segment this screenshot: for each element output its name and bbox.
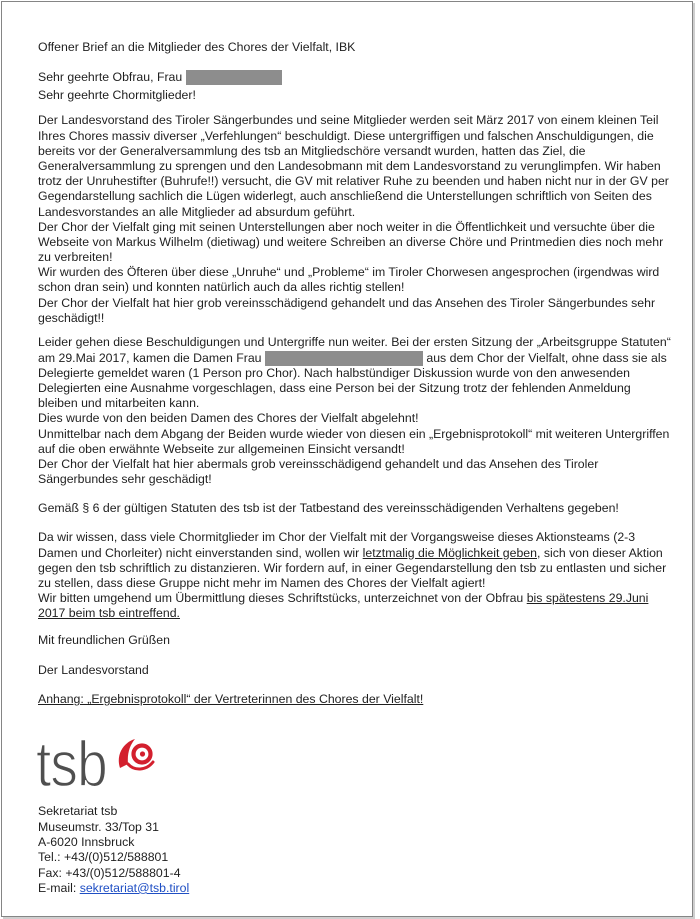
paragraph-1-line: Der Chor der Vielfalt hat hier grob vereinsschädigend gehandelt und das Ansehen des Tiroler Sängerbundes sehr: [38, 295, 656, 310]
salutation-block: [38, 70, 282, 85]
email-link[interactable]: sekretariat@tsb.tirol: [79, 880, 190, 895]
paragraph-2-line-end: aus dem Chor der Vielfalt, ohne dass sie als: [426, 350, 667, 365]
paragraph-2-line-start: am 29.Mai 2017, kamen die Damen Frau: [38, 350, 262, 365]
paragraph-2-line-redacted: [38, 351, 671, 366]
paragraph-1-line: Landesvorstandes an alle Mitglieder ad absurdum geführt.: [38, 204, 356, 219]
paragraph-1-line: Gegendarstellung sachlich die Lügen widerlegt, auch anschließend die Unterstellungen schriftlich von Seiten des: [38, 189, 652, 204]
deadline-underlined-text: 2017 beim tsb eintreffend.: [38, 606, 180, 621]
last-chance-underlined-text: letztmalig die Möglichkeit geben: [362, 545, 537, 560]
paragraph-1-line: Der Landesvorstand des Tiroler Sängerbundes und seine Mitglieder werden seit März 2017 von einem kleinen Teil: [38, 113, 659, 128]
paragraph-2-line: auf die oben erwähnte Webseite zur allgemeinen Einsicht versandt!: [38, 441, 405, 456]
paragraph-1-line: bereits vor der Generalversammlung des tsb an Mitgliedschöre versandt wurden, hatten das Ziel, die: [38, 143, 586, 158]
letter-heading-block: [38, 40, 355, 55]
paragraph-2-line: Delegierte gemeldet waren (1 Person pro Chor). Nach halbstündiger Diskussion wurde von den anwesenden: [38, 365, 630, 380]
address-email-line: [38, 881, 189, 896]
address-street: Museumstr. 33/Top 31: [38, 819, 159, 834]
paragraph-3: [38, 501, 619, 516]
paragraph-4-line: Da wir wissen, dass viele Chormitglieder im Chor der Vielfalt mit der Vorgangsweise dieses Aktionsteams (2-3: [38, 530, 636, 545]
paragraph-1-line: zu verbreiten!: [38, 250, 113, 265]
tsb-logo: [36, 728, 166, 800]
signature-block: [38, 663, 149, 678]
paragraph-4-line: zu stellen, dass diese Gruppe nicht mehr im Namen des Chores der Vielfalt agiert!: [38, 575, 486, 590]
logo-swirl-icon: [115, 737, 157, 773]
logo-wordmark: tsb: [36, 728, 107, 800]
paragraph-4-line-deadline-cont: [38, 606, 666, 621]
paragraph-4-line-deadline: [38, 591, 666, 606]
salutation-obfrau: [38, 70, 282, 85]
salutation-members: Sehr geehrte Chormitglieder!: [38, 88, 196, 102]
paragraph-4-line-end: , sich von dieser Aktion: [536, 545, 663, 560]
paragraph-4-line-start: Wir bitten umgehend um Übermittlung dieses Schriftstücks, unterzeichnet von der Obfrau: [38, 591, 524, 606]
email-label: E-mail:: [38, 880, 77, 895]
attachment-block: [38, 692, 423, 707]
paragraph-1-line: Wir wurden des Öfteren über diese „Unruhe“ und „Probleme“ im Tiroler Chorwesen angesprochen (irgendwas wird: [38, 265, 660, 280]
paragraph-1-line: schon dran sein) und konnten natürlich auch da alles richtig stellen!: [38, 280, 405, 295]
address-office: Sekretariat tsb: [38, 804, 118, 819]
paragraph-1-line: Ihres Chores massiv diverser „Verfehlungen“ beschuldigt. Diese untergriffigen und falschen Anschuldigungen, die: [38, 128, 654, 143]
paragraph-2-line: Dies wurde von den beiden Damen des Chores der Vielfalt abgelehnt!: [38, 411, 419, 426]
attachment-underlined-text: Anhang: „Ergebnisprotokoll“ der Vertreterinnen des Chores der Vielfalt!: [38, 692, 424, 707]
paragraph-2-line: Delegierten eine Ausnahme vorgeschlagen, dass eine Person bei der Sitzung trotz der fehlenden Anmeldung: [38, 380, 631, 395]
address-phone: Tel.: +43/(0)512/588801: [38, 850, 169, 865]
paragraph-2-line: Leider gehen diese Beschuldigungen und Untergriffe nun weiter. Bei der ersten Sitzung der „Arbeitsgruppe Statuten“: [38, 335, 671, 350]
paragraph-2-line: bleiben und mitarbeiten kann.: [38, 396, 200, 411]
paragraph-2-line: Unmittelbar nach dem Abgang der Beiden wurde wieder von diesen ein „Ergebnisprotokoll“ mit weiteren Untergriffen: [38, 426, 670, 441]
salutation-obfrau-text: Sehr geehrte Obfrau, Frau: [38, 70, 183, 85]
paragraph-1-line: Der Chor der Vielfalt ging mit seinen Unterstellungen aber noch weiter in die Öffentlichkeit und versuchte über die: [38, 219, 655, 234]
signature: Der Landesvorstand: [38, 663, 149, 678]
attachment-note: [38, 692, 423, 707]
paragraph-4-line-start: Damen und Chorleiter) nicht einverstanden sind, wollen wir: [38, 545, 360, 560]
redacted-names-box: [265, 351, 423, 366]
paragraph-4: [38, 530, 666, 621]
paragraph-4-line-underlined: [38, 546, 666, 561]
address-fax: Fax: +43/(0)512/588801-4: [38, 865, 181, 880]
deadline-underlined-text: bis spätestens 29.Juni: [526, 591, 649, 606]
paragraph-3-line: Gemäß § 6 der gültigen Statuten des tsb ist der Tatbestand des vereinsschädigenden Verhaltens gegeben!: [38, 501, 619, 516]
closing-greeting: Mit freundlichen Grüßen: [38, 633, 170, 648]
paragraph-1-line: Webseite von Markus Wilhelm (dietiwag) und weitere Schreiben an diverse Chöre und Printmedien dies noch mehr: [38, 234, 664, 249]
address-block: [38, 804, 189, 896]
paragraph-2-line: Sängerbundes sehr geschädigt!: [38, 472, 212, 487]
paragraph-1-line: trotz der Unruhestifter (Buhrufe!!) versucht, die GV mit relativer Ruhe zu beenden und haben nicht nur in der GV per: [38, 174, 669, 189]
paragraph-1-line: geschädigt!!: [38, 310, 105, 325]
paragraph-1-line: Generalversammlung zu sprengen und den Landesobmann mit dem Landesvorstand zu verunglimpfen. Wir haben: [38, 158, 661, 173]
salutation-members-block: [38, 88, 196, 103]
paragraph-4-line: gegen den tsb schriftlich zu distanzieren. Wir fordern auf, in einer Gegendarstellung den tsb zu entlasten und sicher: [38, 560, 667, 575]
paragraph-1: [38, 113, 669, 326]
paragraph-2-line: Der Chor der Vielfalt hat hier abermals grob vereinsschädigend gehandelt und das Ansehen des Tiroler: [38, 456, 599, 471]
paragraph-2: [38, 335, 671, 487]
redacted-name-box: [186, 70, 282, 85]
closing-block: [38, 633, 170, 648]
letter-heading: Offener Brief an die Mitglieder des Chores der Vielfalt, IBK: [38, 40, 356, 55]
address-city: A-6020 Innsbruck: [38, 834, 135, 849]
